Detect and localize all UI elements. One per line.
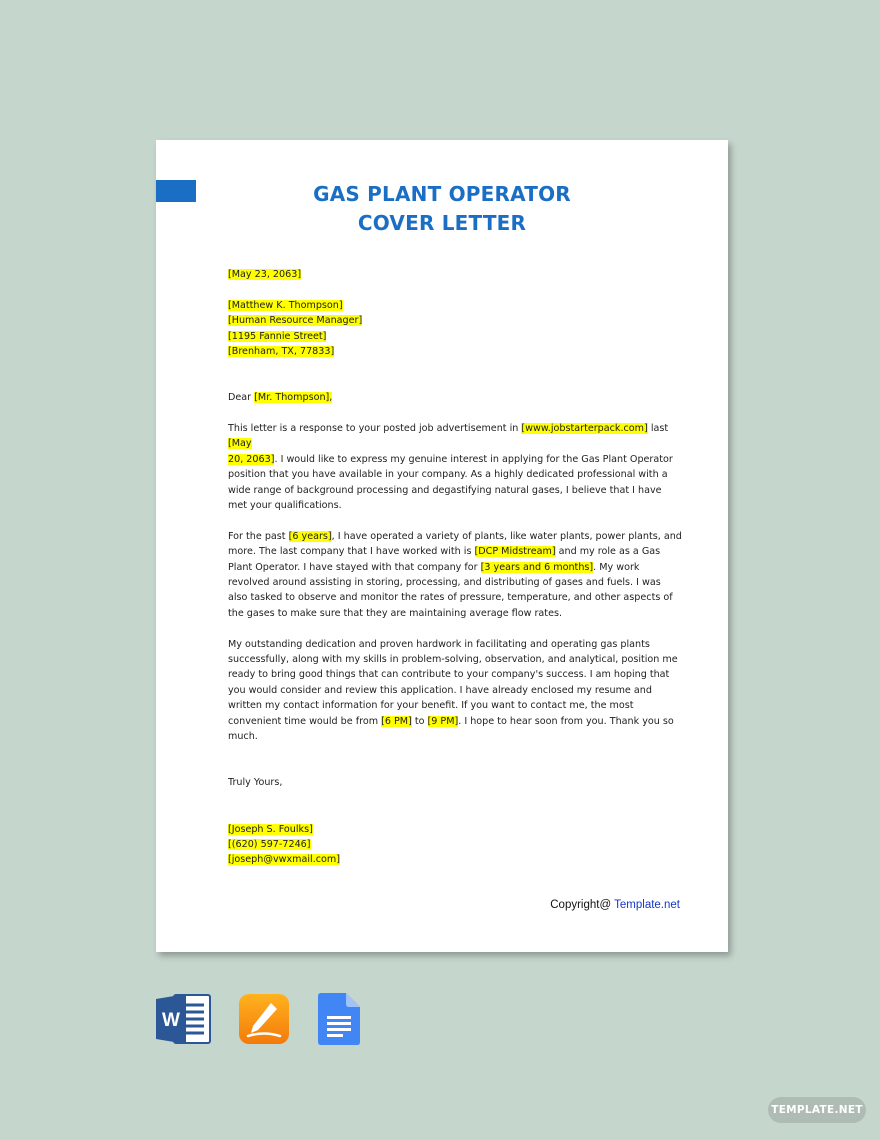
recipient-street: [1195 Fannie Street]: [228, 330, 327, 342]
salutation-name: [Mr. Thompson],: [254, 392, 333, 404]
contact-time-start: [6 PM]: [381, 715, 412, 727]
template-net-badge[interactable]: TEMPLATE.NET: [768, 1097, 866, 1123]
closing: Truly Yours,: [228, 777, 283, 789]
date: [May 23, 2063]: [228, 269, 302, 280]
document-title: [156, 180, 728, 238]
sender-phone: [(620) 597-7246]: [228, 838, 311, 850]
recipient-name: [Matthew K. Thompson]: [228, 299, 343, 311]
paragraph-2: For the past [6 years], I have operated a variety of plants, like water plants, power plants, and more. The last company that I have worked with is [DCP Midstream] and my role as a Gas Plant Operator. I have stayed with that company for [3 years and 6 months]. My work revolved around assisting in storing, processing, and distributing of gases and fuels. I was also tasked to observe and monitor the rates of pressure, temperature, and other aspects of the gases to make sure that they are maintaining average flow rates.: [228, 530, 682, 619]
copyright: Copyright@ Template.net: [550, 899, 680, 911]
previous-company: [DCP Midstream]: [474, 546, 556, 558]
recipient-city: [Brenham, TX, 77833]: [228, 346, 335, 358]
contact-time-end: [9 PM]: [427, 715, 459, 727]
ad-date-part-1: [May: [228, 438, 252, 450]
salutation: Dear [Mr. Thompson],: [228, 392, 333, 404]
tenure: [3 years and 6 months]: [480, 561, 594, 573]
title-line-1: GAS PLANT OPERATOR: [313, 182, 571, 206]
years-experience: [6 years]: [288, 530, 332, 542]
recipient-position: [Human Resource Manager]: [228, 315, 363, 327]
paragraph-3: My outstanding dedication and proven hardwork in facilitating and operating gas plants successfully, along with my skills in problem-solving, observation, and analytical, position me ready to bring good things that can contribute to your company's success. I am hoping that you would consider and review this application. I have already enclosed my resume and written my contact information for your benefit. If you want to contact me, the most convenient time would be from [6 PM] to [9 PM]. I hope to hear soon from you. Thank you so much.: [228, 638, 678, 743]
word-icon[interactable]: [156, 993, 212, 1045]
paragraph-1: This letter is a response to your posted job advertisement in [www.jobstarterpack.com] last [May 20, 2063]. I would like to express my genuine interest in applying for the Gas Plant Operator position that you have available in your company. As a highly dedicated professional with a wide range of background processing and degastifying natural gases, I believe that I have met your qualifications.: [228, 423, 673, 512]
sender-email: [joseph@vwxmail.com]: [228, 854, 340, 866]
ad-date-part-2: 20, 2063]: [228, 453, 275, 465]
document-page: [156, 140, 728, 952]
copyright-link[interactable]: Template.net: [614, 899, 680, 911]
title-line-2: COVER LETTER: [357, 211, 527, 235]
letter-body: [228, 267, 682, 868]
sender-name: [Joseph S. Foulks]: [228, 823, 313, 835]
sender-block: [228, 822, 682, 868]
google-docs-icon[interactable]: [318, 993, 360, 1045]
svg-text:W: W: [162, 1010, 180, 1031]
pages-icon[interactable]: [238, 993, 290, 1045]
recipient-block: [228, 298, 682, 360]
job-site: [www.jobstarterpack.com]: [521, 423, 648, 435]
